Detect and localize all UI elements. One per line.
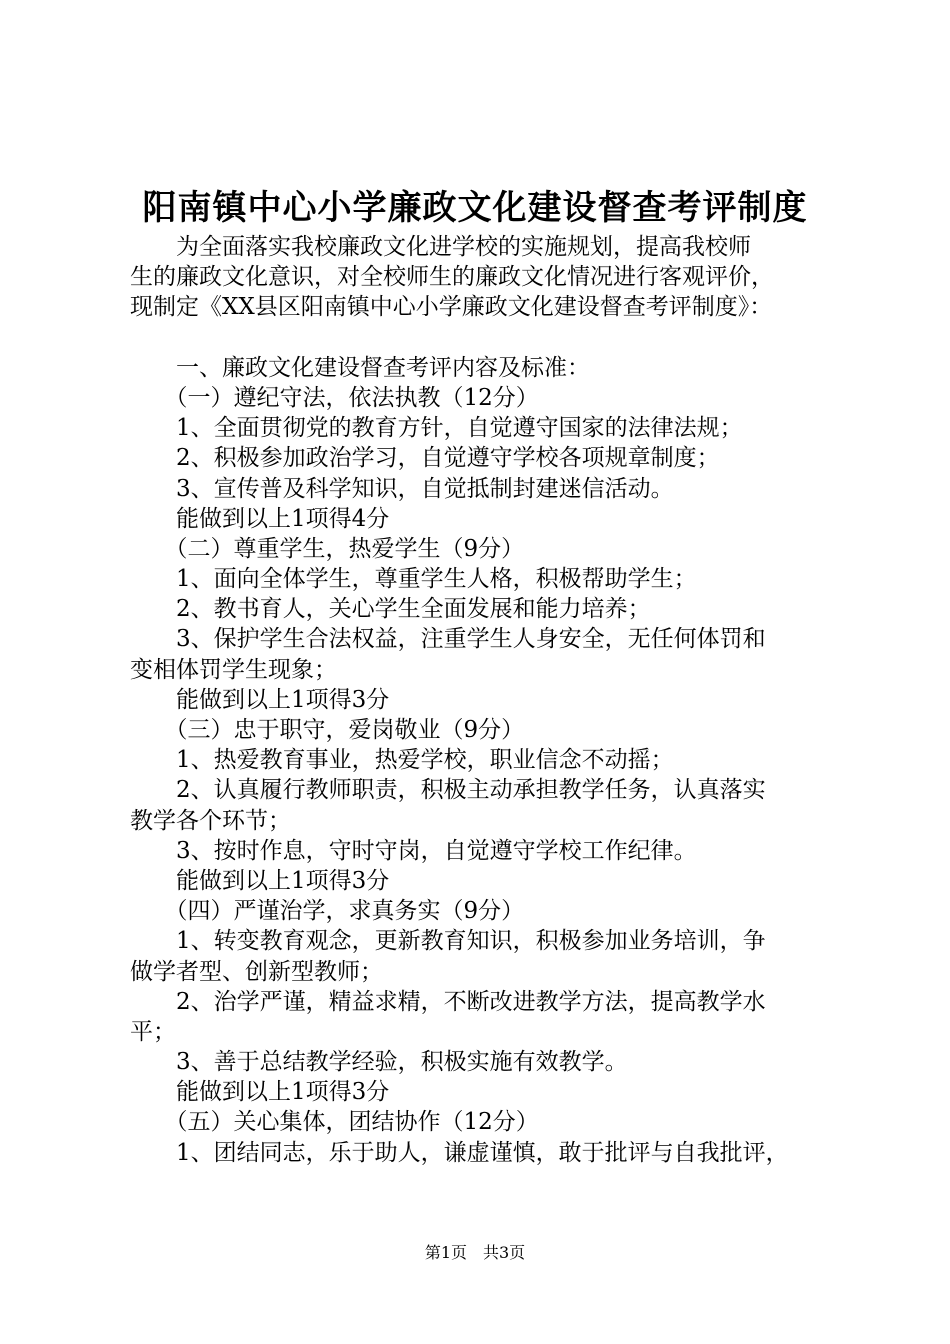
paragraph-line: 做学者型、创新型教师； [130, 958, 383, 985]
paragraph-line: （一）遵纪守法，依法执教（12分） [130, 384, 539, 411]
paragraph-line: 生的廉政文化意识，对全校师生的廉政文化情况进行客观评价， [130, 264, 774, 291]
paragraph-line: 现制定《XX县区阳南镇中心小学廉政文化建设督查考评制度》： [130, 294, 773, 321]
paragraph-line: 一、廉政文化建设督查考评内容及标准： [130, 354, 590, 381]
paragraph-line: 2、治学严谨，精益求精，不断改进教学方法，提高教学水 [130, 988, 766, 1015]
paragraph-line: 1、转变教育观念，更新教育知识，积极参加业务培训，争 [130, 928, 766, 955]
paragraph-line: （四）严谨治学，求真务实（9分） [130, 898, 525, 925]
paragraph-line: 3、善于总结教学经验，积极实施有效教学。 [130, 1049, 628, 1076]
document-title: 阳南镇中心小学廉政文化建设督查考评制度 [142, 188, 808, 228]
paragraph-line: 能做到以上1项得3分 [130, 1079, 390, 1106]
paragraph-line: （五）关心集体，团结协作（12分） [130, 1109, 539, 1136]
document-body [130, 232, 830, 1168]
paragraph-line: 能做到以上1项得3分 [130, 686, 390, 713]
paragraph-line: 为全面落实我校廉政文化进学校的实施规划，提高我校师 [130, 234, 751, 260]
paragraph-line: 2、教书育人，关心学生全面发展和能力培养； [130, 596, 651, 623]
paragraph-line: 1、团结同志，乐于助人，谦虚谨慎，敢于批评与自我批评， [130, 1139, 789, 1166]
paragraph-line [130, 323, 830, 353]
paragraph-line: 3、按时作息，守时守岗，自觉遵守学校工作纪律。 [130, 837, 697, 864]
paragraph-line: （三）忠于职守，爱岗敬业（9分） [130, 717, 525, 743]
paragraph-line: 3、宣传普及科学知识，自觉抵制封建迷信活动。 [130, 475, 674, 502]
paragraph-line: 2、积极参加政治学习，自觉遵守学校各项规章制度； [130, 445, 720, 472]
paragraph-line: 2、认真履行教师职责，积极主动承担教学任务，认真落实 [130, 777, 766, 804]
paragraph-line: 变相体罚学生现象； [130, 656, 337, 683]
paragraph-line: 教学各个环节； [130, 807, 291, 834]
paragraph-line: 能做到以上1项得4分 [130, 505, 390, 532]
paragraph-line: （二）尊重学生，热爱学生（9分） [130, 535, 525, 562]
paragraph-line: 1、面向全体学生，尊重学生人格，积极帮助学生； [130, 566, 697, 593]
page-footer: 第1页 共3页 [424, 1243, 526, 1262]
paragraph-line: 1、热爱教育事业，热爱学校，职业信念不动摇； [130, 747, 674, 774]
paragraph-line: 3、保护学生合法权益，注重学生人身安全，无任何体罚和 [130, 626, 766, 653]
paragraph-line: 能做到以上1项得3分 [130, 867, 390, 894]
paragraph-line: 平； [130, 1018, 176, 1045]
paragraph-line: 1、全面贯彻党的教育方针，自觉遵守国家的法律法规； [130, 415, 743, 442]
